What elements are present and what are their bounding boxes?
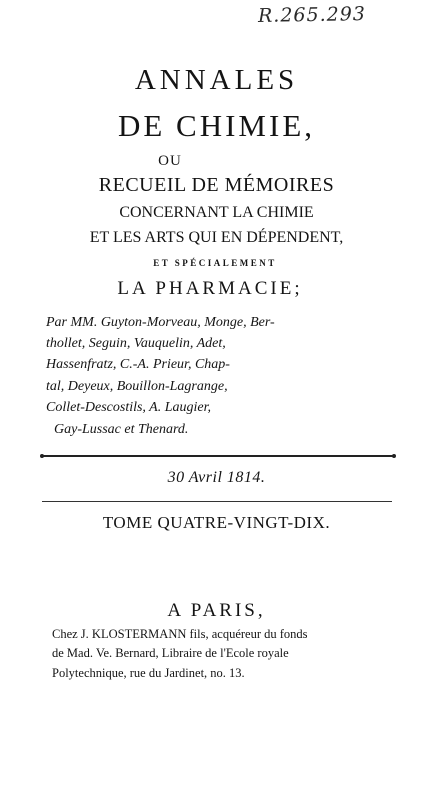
title-de-chimie: DE CHIMIE, xyxy=(117,108,316,143)
subtitle-arts: ET LES ARTS QUI EN DÉPENDENT, xyxy=(89,229,344,246)
imprint-line: Chez J. KLOSTERMANN fils, acquéreur du fonds xyxy=(52,627,308,641)
imprint-line: de Mad. Ve. Bernard, Libraire de l'Ecole royale xyxy=(52,646,289,660)
subtitle-concernant: CONCERNANT LA CHIMIE xyxy=(119,204,314,221)
imprint-line: Polytechnique, rue du Jardinet, no. 13. xyxy=(52,666,245,680)
authors-line: Hassenfratz, C.-A. Prieur, Chap- xyxy=(46,357,230,372)
title-ou: OU xyxy=(158,153,182,169)
title-annales: ANNALES xyxy=(134,64,299,96)
authors-line: Gay-Lussac et Thenard. xyxy=(54,422,189,437)
imprint-city: A PARIS, xyxy=(167,600,266,621)
subtitle-pharmacie: LA PHARMACIE; xyxy=(117,278,303,299)
authors-line: thollet, Seguin, Vauquelin, Adet, xyxy=(46,336,226,351)
divider-rule xyxy=(42,455,394,457)
issue-date: 30 Avril 1814. xyxy=(167,469,266,486)
volume-tome: TOME QUATRE-VINGT-DIX. xyxy=(102,513,331,532)
authors-line: Par MM. Guyton-Morveau, Monge, Ber- xyxy=(46,315,275,330)
divider-rule-thin xyxy=(42,501,392,502)
authors-line: Collet-Descostils, A. Laugier, xyxy=(46,400,212,415)
authors-line: tal, Deyeux, Bouillon-Lagrange, xyxy=(46,379,228,394)
subtitle-recueil: RECUEIL DE MÉMOIRES xyxy=(98,174,335,196)
shelfmark: R.265.293 xyxy=(257,3,367,27)
subtitle-specialement: ET SPÉCIALEMENT xyxy=(153,258,277,268)
